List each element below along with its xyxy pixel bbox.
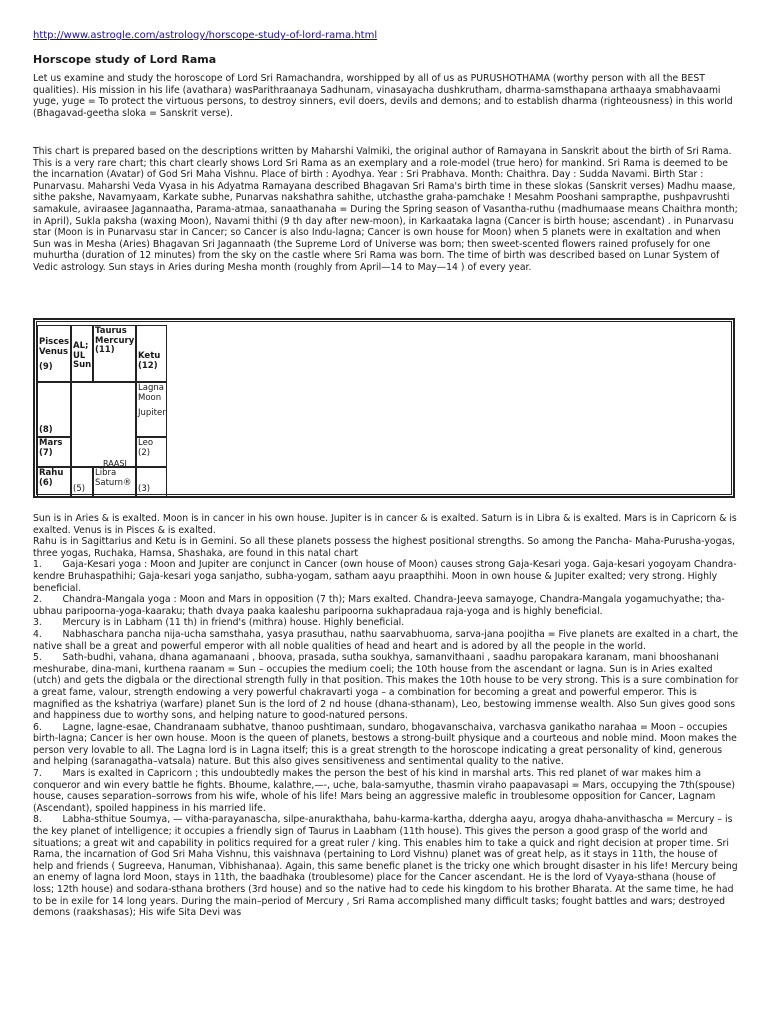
cell-label: Rahu	[39, 468, 64, 478]
chart-cell-lagna	[136, 382, 167, 437]
cell-label: Lagna Moon	[138, 383, 164, 403]
cell-label: Ketu	[138, 351, 161, 361]
cell-extra-label: Jupiter	[138, 408, 166, 418]
page-title: Horscope study of Lord Rama	[33, 53, 217, 66]
cell-label: Taurus Mercury	[95, 326, 135, 346]
chart-cell-rahu	[37, 467, 71, 497]
analysis-body-text: Sun is in Aries & is exalted. Moon is in cancer in his own house. Jupiter is in cancer & is exalted. Saturn is in Libra & is exalted. Mars is in Capricorn & is exalted. Venus is in Pisces & is exalted. Rahu is in Sagittarius and Ketu is in Gemini. So all these planets possess the highest positional strengths. So among the Pancha- Maha-Purusha-yogas, three yogas, Ruchaka, Hamsa, Shashaka, are found in this natal chart 1. Gaja-Kesari yoga : Moon and Jupiter are conjunct in Cancer (own house of Moon) causes strong Gaja-Kesari yoga. Gaja-kesari yogoyam Chandra-kendre Bruhaspathihi; Gaja-kesari yoga sanjatho, subha-yogam, satham aayu praapthihi. Moon in own house & Jupiter exalted; very strong. Highly beneficial. 2. Chandra-Mangala yoga : Moon and Mars in opposition (7 th); Mars exalted. Chandra-Jeeva samayoge, Chandra-Mangala yogamuchyathe; tha-ubhau paripoorna-yoga-kaaraku; thath dvaya paaka kaaleshu paripoorna sukhapradaua raja-yoga and is highly beneficial. 3. Mercury is in Labham (11 th) in friend's (mithra) house. Highly beneficial. 4. Nabhaschara pancha nija-ucha samsthaha, yasya prasuthau, nathu saarvabhuoma, sarva-jana poojitha = Five planets are exalted in a chart, the native shall be a great and powerful emperor with all noble qualities of head and heart and is adored by all the people in the world. 5. Sath-budhi, vahana, dhana agamanaani , bhoova, prasada, sutha soukhya, samanvithaani , saadhu paropakara karanam, mani bhooshanani meshurabe, dina-mani, kurthena raanam = Sun – occupies the medium coeli; the 10th house from the ascendant or lagna. Sun is in Aries exalted (utch) and gets the digbala or the directional strength fully in that position. This makes the 10th house to be very strong. This is a sure combination for a great fame, valour, strength endowing a very powerful chakravarti yoga – a combination for becoming a great and powerful emperor. This is magnified as the kshatriya (warfare) planet Sun is the lord of 2 nd house (dhana-sthanam), Leo, bestowing immense wealth. Also Sun gives good sons and happiness due to worthy sons, and helping nature to good-natured persons. 6. Lagne, lagne-esae, Chandranaam subhatve, thanoo pushtimaan, sundaro, bhogavanschaiva, varchasva ganikatho narahaa = Moon – occupies birth-lagna; Cancer is her own house. Moon is the queen of planets, bestows a strong-built physique and a courteous and noble mind. Moon makes the person very lovable to all. The Lagna lord is in Lagna itself; this is a great strength to the horoscope indicating a great personality of kind, generous and helping (saranagatha–vatsala) nature. But this also gives sensitiveness and sentimental quality to the native. 7. Mars is exalted in Capricorn ; this undoubtedly makes the person the best of his kind in marshal arts. This red planet of war makes him a conqueror and win every battle he fights. Bhoume, kalathre,—-, uche, bala-samyuthe, thasmin viraho paapavasapi = Mars, occupying the 7th(spouse) house, causes separation–sorrows from his wife, whole of his life! Mars being an aggressive malefic in troublesome opposition for Cancer, Lagnam (Ascendant), spoiled happiness in his married life. 8. Labha-sthitue Soumya, — vitha-parayanascha, silpe-anurakthaha, bahu-karma-kartha, ddergha aayu, arogya dhaha-anvithascha = Mercury – is the key planet of intelligence; it occupies a friendly sign of Taurus in Laabham (11th house). This gives the person a good grasp of the world and situations; a great wit and capability in politics required for a great ruler / king. This enables him to take a quick and right decision at proper time. Sri Rama, the incarnation of God Sri Maha Vishnu, this vaishnava (pertaining to Lord Vishnu) planet was of great help, as it stays in 11th, the house of help and friends ( Sugreeva, Hanuman, Vibhishanaa). Again, this same benefic planet is the tricky one which brought disaster in his life! Mercury being an enemy of lagna lord Moon, stays in 11th, the baadhaka (troublesome) place for the Cancer ascendant. He is the lord of Vyaya-sthana (house of loss; 12th house) and sodara-sthana brothers (3rd house) and so the native had to cede his kingdom to his brother Bharata. At the same time, he had to be in exile for 14 long years. During the main–period of Mercury , Sri Rama accomplished many difficult tasks; fought battles and wars; destroyed demons (raakshasas); His wife Sita Devi was	[33, 513, 739, 919]
raasi-label: RAASI	[103, 459, 127, 468]
chart-cell-taurus	[93, 325, 136, 382]
cell-house-number: (12)	[138, 360, 158, 371]
cell-house-number: (11)	[95, 345, 115, 355]
cell-house-number: (3)	[138, 484, 151, 494]
cell-house-number: (8)	[39, 425, 53, 435]
cell-house-number: (9)	[39, 362, 53, 372]
source-url-link[interactable]: http://www.astrogle.com/astrology/horscope-study-of-lord-rama.html	[33, 30, 378, 41]
cell-label: Libra Saturn®	[95, 468, 132, 488]
intro-paragraph: Let us examine and study the horoscope of Lord Sri Ramachandra, worshipped by all of us as PURUSHOTHAMA (worthy person with all the BEST qualities). His mission in his life (avathara) wasParithraanaya Sadhunam, vinasayacha dushkrutham, dharma-samsthapana arthaaya smabhavaami yuge, yuge = To protect the virtuous persons, to destroy sinners, evil doers, devils and demons; and to establish dharma (righteousness) in this world (Bhagavad-geetha sloka = Sanskrit verse).	[33, 73, 733, 119]
raasi-chart-inner-border	[36, 321, 732, 495]
cell-label: Leo	[138, 438, 154, 448]
chart-cell-house-8	[37, 382, 71, 437]
chart-cell-house-3	[136, 467, 167, 497]
cell-house-number: (2)	[138, 447, 151, 458]
cell-label: AL; UL Sun	[73, 341, 92, 370]
chart-description-paragraph: This chart is prepared based on the descriptions written by Maharshi Valmiki, the original author of Ramayana in Sanskrit about the birth of Sri Rama. This is a very rare chart; this chart clearly shows Lord Sri Rama as an exemplary and a role-model (true hero) for mankind. Sri Rama is deemed to be the incarnation (Avatar) of God Sri Maha Vishnu. Place of birth : Ayodhya. Year : Sri Prabhava. Month: Chaithra. Day : Sudda Navami. Birth Star : Punarvasu. Maharshi Veda Vyasa in his Adyatma Ramayana described Bhagavan Sri Rama's birth time in these slokas (Sanskrit verses) Madhu maase, sithe pakshe, Navamyaam, Karkate subhe, Punarvas nakshathra sahithe, utchasthe graha-pamchake ! Mesahm Pooshani samprapthe, pushpavrushti samakule, aviraasee Jagannaatha, Parama-atmaa, sanaathanaha = During the Spring season of Vasantha-ruthu (madhumaase means Chaithra month; in April), Sukla paksha (waxing Moon), Navami thithi (9 th day after new-moon), in Karkaataka lagna (Cancer is birth house; ascendant) . in Punarvasu star (Moon is in Punarvasu star in Cancer; so Cancer is also Indu-lagna; Cancer is own house for Moon) when 5 planets were in exaltation and when Sun was in Mesha (Aries) Bhagavan Sri Jagannaath (the Supreme Lord of Universe was born; then sweet-scented flowers rained profusely for one muhurtha (duration of 12 minutes) from the sky on the castle where Sri Rama was born. The time of birth was described based on Lunar System of Vedic astrology. Sun stays in Aries during Mesha month (roughly from April—14 to May—14 ) of every year.	[33, 146, 738, 273]
cell-label: Pisces Venus	[39, 337, 70, 357]
chart-cell-mars	[37, 437, 71, 467]
cell-label: Mars	[39, 438, 63, 448]
chart-cell-libra	[93, 467, 136, 497]
chart-cell-house-5	[71, 467, 93, 497]
chart-center-raasi	[71, 382, 136, 467]
chart-cell-sun	[71, 325, 93, 382]
raasi-chart-table	[33, 318, 735, 498]
chart-cell-leo	[136, 437, 167, 467]
cell-house-number: (5)	[73, 484, 86, 494]
cell-house-number: (6)	[39, 477, 53, 488]
chart-cell-ketu	[136, 325, 167, 382]
chart-cell-pisces	[37, 325, 71, 382]
cell-house-number: (7)	[39, 447, 53, 458]
